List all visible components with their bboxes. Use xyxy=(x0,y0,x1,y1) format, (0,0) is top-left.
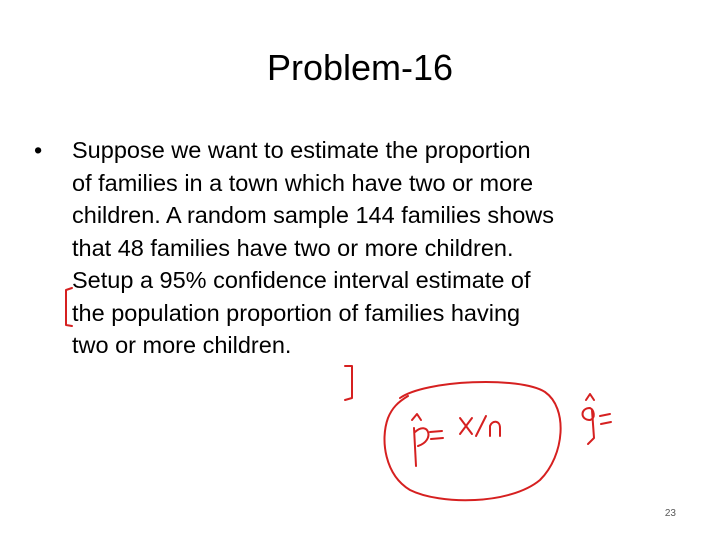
bullet-line: that 48 families have two or more children. xyxy=(72,234,514,261)
page-number: 23 xyxy=(664,508,676,519)
bullet-line: two or more children. xyxy=(72,332,292,358)
bullet-text xyxy=(72,134,692,362)
bullet-line: children. A random sample 144 families shows xyxy=(72,202,554,228)
bullet-point-marker: • xyxy=(34,137,43,163)
bullet-line: Suppose we want to estimate the proportion xyxy=(72,137,531,163)
annotation-text: p̂ = x/n xyxy=(0,0,4,1)
bullet-line: the population proportion of families having xyxy=(72,299,521,326)
bullet-line: Setup a 95% confidence interval estimate of xyxy=(72,267,531,293)
q-hat-handwriting xyxy=(586,394,594,400)
right-bracket-mark xyxy=(345,366,352,400)
slide-title: Problem-16 xyxy=(266,47,454,88)
p-hat-handwriting xyxy=(414,428,428,466)
bullet-line: of families in a town which have two or more xyxy=(72,169,534,196)
hand-drawn-circle xyxy=(384,382,560,500)
